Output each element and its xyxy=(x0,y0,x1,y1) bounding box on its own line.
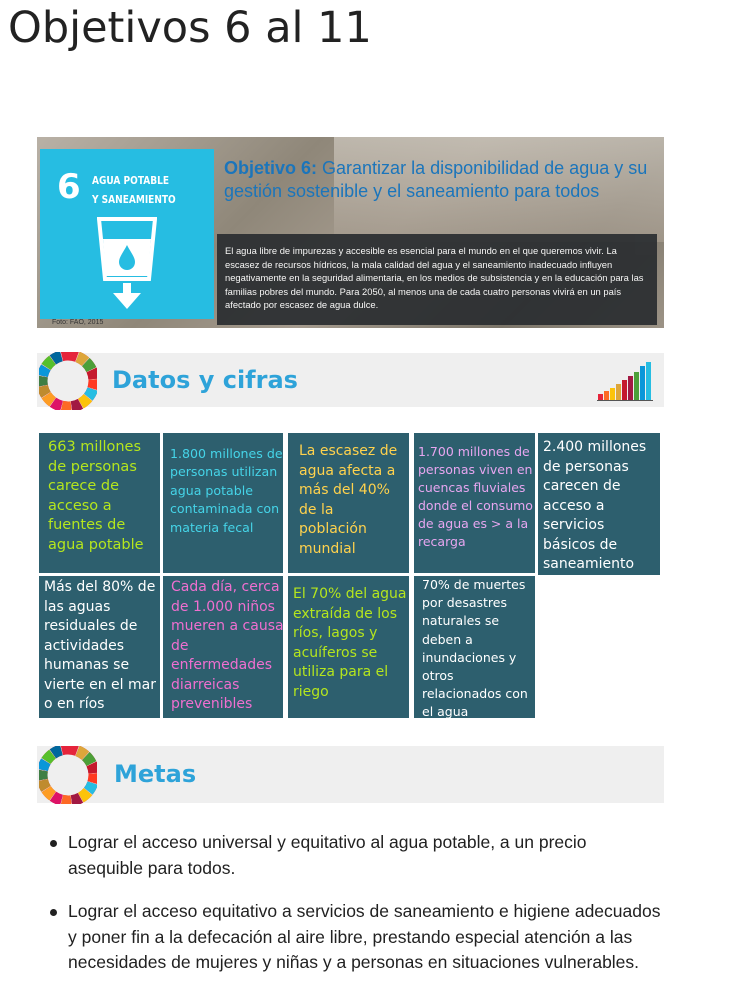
sdg-label: AGUA POTABLE Y SANEAMIENTO xyxy=(92,174,176,206)
bar-chart-icon xyxy=(596,360,654,402)
sdg6-tile xyxy=(40,149,214,319)
stat-text: 70% de muertes por desastres naturales se deben a inundaciones y otros relacionados con el agua xyxy=(422,577,528,720)
list-item-text: Lograr el acceso equitativo a servicios de saneamiento e higiene adecuados y poner fin a la defecación al aire libre, prestando especial atención a las necesidades de mujeres y niñas y a personas en situaciones vulnerables. xyxy=(68,901,661,972)
stat-text: 663 millones de personas carece de acceso a fuentes de agua potable xyxy=(48,439,144,553)
list-item xyxy=(45,830,665,881)
datos-heading: Datos y cifras xyxy=(112,366,298,394)
stat-text: 2.400 millones de personas carecen de acceso a servicios básicos de saneamiento xyxy=(543,439,647,572)
list-item xyxy=(45,899,665,976)
stat-text: La escasez de agua afecta a más del 40% de la población mundial xyxy=(299,443,398,557)
objective-description-box xyxy=(217,234,657,325)
stat-card xyxy=(39,433,160,573)
bullet-icon xyxy=(50,840,57,847)
stat-card xyxy=(163,576,283,718)
stat-text: El 70% del agua extraída de los ríos, lagos y acuíferos se utiliza para el riego xyxy=(293,586,407,700)
stat-card xyxy=(163,433,283,573)
objective-title xyxy=(224,157,654,203)
metas-heading: Metas xyxy=(114,760,197,788)
sdg-number: 6 xyxy=(57,167,81,207)
objective-description: El agua libre de impurezas y accesible es esencial para el mundo en el que queremos vivir. La escasez de recursos hídricos, la mala calidad del agua y el saneamiento inadecuado influyen negativamente en la seguridad alimentaria, en los medios de subsistencia y en la educación para las familias pobres del mundo. Para 2050, al menos una de cada cuatro personas vivirá en un país afectado por escasez de agua dulce. xyxy=(225,245,644,311)
stat-card xyxy=(538,433,660,575)
stat-card xyxy=(288,433,409,573)
sdg-wheel-icon xyxy=(39,352,97,410)
stat-card xyxy=(414,576,535,718)
objective-text: Garantizar la disponibilidad de agua y su gestión sostenible y el saneamiento para todos xyxy=(224,158,648,201)
objective-prefix: Objetivo 6: xyxy=(224,158,318,178)
water-glass-icon xyxy=(97,217,157,312)
stat-text: 1.700 millones de personas viven en cuencas fluviales donde el consumo de agua es > a la recarga xyxy=(418,444,533,549)
stat-card xyxy=(39,576,160,718)
datos-header xyxy=(37,353,664,407)
sdg6-banner xyxy=(37,137,664,328)
stat-card xyxy=(414,433,535,573)
sdg-wheel-icon xyxy=(39,746,97,804)
list-item-text: Lograr el acceso universal y equitativo al agua potable, a un precio asequible para todos. xyxy=(68,832,587,878)
stat-text: 1.800 millones de personas utilizan agua potable contaminada con materia fecal xyxy=(170,446,283,535)
bullet-icon xyxy=(50,909,57,916)
stat-card xyxy=(288,576,409,718)
photo-credit: Foto: FAO, 2015 xyxy=(52,319,104,326)
page-title: Objetivos 6 al 11 xyxy=(8,3,372,53)
metas-header xyxy=(37,746,664,803)
stat-text: Cada día, cerca de 1.000 niños mueren a causa de enfermedades diarreicas prevenibles xyxy=(171,579,284,712)
stat-text: Más del 80% de las aguas residuales de actividades humanas se vierte en el mar o en ríos xyxy=(44,579,156,712)
metas-list xyxy=(45,830,665,994)
